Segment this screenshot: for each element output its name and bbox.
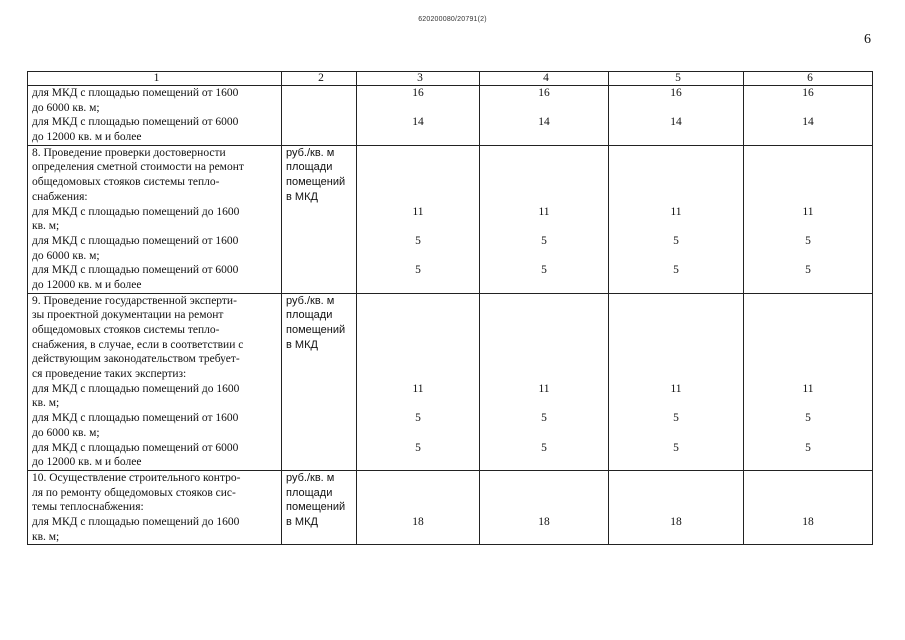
blank-line bbox=[480, 396, 608, 411]
blank-line bbox=[609, 396, 743, 411]
blank-line bbox=[357, 500, 479, 515]
row-label-line: для МКД с площадью помещений от 1600 bbox=[32, 87, 239, 99]
value-cell bbox=[480, 86, 609, 146]
blank-line bbox=[357, 190, 479, 205]
blank-line bbox=[480, 219, 608, 234]
blank-line bbox=[357, 426, 479, 441]
section-title-line: общедомовых стояков системы тепло- bbox=[32, 324, 220, 336]
blank-line bbox=[609, 294, 743, 309]
blank-line bbox=[357, 352, 479, 367]
blank-line bbox=[480, 294, 608, 309]
table-section-row bbox=[28, 86, 873, 146]
blank-line bbox=[357, 308, 479, 323]
column-header: 4 bbox=[480, 72, 609, 86]
value-cell bbox=[480, 293, 609, 470]
row-value: 14 bbox=[670, 116, 682, 129]
unit-cell bbox=[282, 145, 357, 293]
blank-line bbox=[357, 530, 479, 545]
row-value: 5 bbox=[541, 412, 547, 425]
unit-line: в МКД bbox=[286, 515, 318, 528]
blank-line bbox=[357, 219, 479, 234]
row-value: 16 bbox=[412, 87, 424, 99]
row-value: 5 bbox=[415, 264, 421, 277]
blank-line bbox=[609, 530, 743, 545]
value-cell bbox=[357, 293, 480, 470]
row-label-line: до 6000 кв. м; bbox=[32, 426, 100, 439]
row-label-line: для МКД с площадью помещений до 1600 bbox=[32, 515, 240, 528]
blank-line bbox=[744, 530, 872, 545]
unit-line: площади bbox=[286, 486, 333, 499]
blank-line bbox=[609, 175, 743, 190]
row-label-line: для МКД с площадью помещений от 6000 bbox=[32, 441, 239, 454]
blank-line bbox=[480, 146, 608, 161]
blank-line bbox=[609, 455, 743, 470]
unit-line: помещений bbox=[286, 501, 346, 514]
blank-line bbox=[480, 426, 608, 441]
row-value: 16 bbox=[802, 87, 814, 99]
blank-line bbox=[609, 160, 743, 175]
row-value: 16 bbox=[538, 87, 550, 99]
row-value: 11 bbox=[412, 382, 424, 395]
row-value: 11 bbox=[802, 205, 814, 218]
blank-line bbox=[744, 190, 872, 205]
row-label-line: для МКД с площадью помещений до 1600 bbox=[32, 205, 240, 218]
row-value: 11 bbox=[802, 382, 814, 395]
row-label-line: до 12000 кв. м и более bbox=[32, 131, 142, 144]
value-cell bbox=[609, 293, 744, 470]
value-cell bbox=[744, 293, 873, 470]
row-label-line: до 6000 кв. м; bbox=[32, 249, 100, 262]
blank-line bbox=[744, 278, 872, 293]
blank-line bbox=[357, 367, 479, 382]
value-cell bbox=[357, 86, 480, 146]
blank-line bbox=[609, 190, 743, 205]
blank-line bbox=[480, 175, 608, 190]
section-title-line: определения сметной стоимости на ремонт bbox=[32, 161, 244, 174]
blank-line bbox=[357, 323, 479, 338]
blank-line bbox=[744, 219, 872, 234]
blank-line bbox=[744, 146, 872, 161]
blank-line bbox=[480, 352, 608, 367]
blank-line bbox=[609, 426, 743, 441]
blank-line bbox=[609, 352, 743, 367]
column-header: 1 bbox=[28, 72, 282, 86]
row-label-line: для МКД с площадью помещений от 6000 bbox=[32, 116, 239, 129]
description-cell bbox=[28, 470, 282, 544]
blank-line bbox=[480, 486, 608, 501]
row-value: 14 bbox=[802, 116, 814, 129]
blank-line bbox=[609, 146, 743, 161]
blank-line bbox=[744, 308, 872, 323]
blank-line bbox=[609, 486, 743, 501]
section-title-line: ся проведение таких экспертиз: bbox=[32, 368, 187, 381]
row-value: 18 bbox=[538, 515, 550, 528]
row-label-line: для МКД с площадью помещений до 1600 bbox=[32, 382, 240, 395]
blank-line bbox=[744, 175, 872, 190]
table-section-row bbox=[28, 470, 873, 544]
row-label-line: до 12000 кв. м и более bbox=[32, 456, 142, 469]
section-title-line: действующим законодательством требует- bbox=[32, 353, 240, 366]
blank-line bbox=[744, 249, 872, 264]
row-value: 18 bbox=[670, 515, 682, 528]
description-cell bbox=[28, 293, 282, 470]
row-value: 18 bbox=[412, 515, 424, 528]
blank-line bbox=[609, 308, 743, 323]
blank-line bbox=[744, 455, 872, 470]
column-header: 2 bbox=[282, 72, 357, 86]
blank-line bbox=[357, 160, 479, 175]
blank-line bbox=[744, 367, 872, 382]
row-label-line: кв. м; bbox=[32, 397, 60, 410]
unit-cell bbox=[282, 86, 357, 146]
blank-line bbox=[357, 455, 479, 470]
row-value: 11 bbox=[412, 205, 424, 218]
blank-line bbox=[480, 101, 608, 116]
row-value: 18 bbox=[802, 515, 814, 528]
blank-line bbox=[744, 101, 872, 116]
row-label-line: до 6000 кв. м; bbox=[32, 101, 100, 114]
section-title-line: 8. Проведение проверки достоверности bbox=[32, 146, 226, 159]
blank-line bbox=[480, 338, 608, 353]
row-label-line: кв. м; bbox=[32, 530, 60, 543]
row-label-line: для МКД с площадью помещений от 1600 bbox=[32, 412, 239, 425]
blank-line bbox=[609, 323, 743, 338]
blank-line bbox=[357, 486, 479, 501]
blank-line bbox=[357, 278, 479, 293]
section-title-line: зы проектной документации на ремонт bbox=[32, 309, 224, 322]
section-title-line: темы теплоснабжения: bbox=[32, 501, 144, 514]
row-value: 14 bbox=[538, 116, 550, 129]
blank-line bbox=[480, 308, 608, 323]
blank-line bbox=[480, 455, 608, 470]
section-title-line: снабжения, в случае, если в соответствии с bbox=[32, 338, 244, 351]
row-value: 5 bbox=[673, 264, 679, 277]
blank-line bbox=[744, 323, 872, 338]
blank-line bbox=[609, 130, 743, 145]
value-cell bbox=[744, 470, 873, 544]
value-cell bbox=[744, 86, 873, 146]
blank-line bbox=[480, 190, 608, 205]
value-cell bbox=[609, 145, 744, 293]
unit-line: помещений bbox=[286, 176, 346, 189]
unit-line: руб./кв. м bbox=[286, 471, 335, 484]
blank-line bbox=[480, 160, 608, 175]
column-header: 3 bbox=[357, 72, 480, 86]
unit-line: помещений bbox=[286, 324, 346, 336]
row-value: 5 bbox=[541, 234, 547, 247]
blank-line bbox=[357, 396, 479, 411]
unit-cell bbox=[282, 470, 357, 544]
unit-line: в МКД bbox=[286, 338, 318, 351]
table-section-row bbox=[28, 145, 873, 293]
value-cell bbox=[609, 470, 744, 544]
blank-line bbox=[480, 471, 608, 486]
row-value: 11 bbox=[670, 382, 682, 395]
blank-line bbox=[609, 471, 743, 486]
blank-line bbox=[480, 500, 608, 515]
tariff-table bbox=[27, 71, 873, 545]
value-cell bbox=[480, 145, 609, 293]
value-cell bbox=[609, 86, 744, 146]
row-value: 5 bbox=[805, 441, 811, 454]
page-number: 6 bbox=[864, 32, 871, 47]
unit-cell bbox=[282, 293, 357, 470]
row-value: 5 bbox=[415, 412, 421, 425]
blank-line bbox=[480, 130, 608, 145]
blank-line bbox=[480, 323, 608, 338]
unit-line: руб./кв. м bbox=[286, 146, 335, 159]
blank-line bbox=[357, 175, 479, 190]
section-title-line: 10. Осуществление строительного контро- bbox=[32, 471, 241, 484]
value-cell bbox=[744, 145, 873, 293]
blank-line bbox=[744, 352, 872, 367]
unit-line: площади bbox=[286, 161, 333, 174]
value-cell bbox=[357, 470, 480, 544]
row-label-line: до 12000 кв. м и более bbox=[32, 278, 142, 291]
blank-line bbox=[357, 146, 479, 161]
blank-line bbox=[744, 426, 872, 441]
blank-line bbox=[609, 101, 743, 116]
blank-line bbox=[357, 471, 479, 486]
section-title-line: снабжения: bbox=[32, 190, 88, 203]
blank-line bbox=[744, 471, 872, 486]
unit-line: руб./кв. м bbox=[286, 294, 335, 307]
blank-line bbox=[480, 530, 608, 545]
blank-line bbox=[357, 338, 479, 353]
row-value: 5 bbox=[805, 412, 811, 425]
blank-line bbox=[609, 249, 743, 264]
row-value: 5 bbox=[805, 234, 811, 247]
unit-line: в МКД bbox=[286, 190, 318, 203]
blank-line bbox=[357, 101, 479, 116]
row-value: 11 bbox=[670, 205, 682, 218]
row-value: 5 bbox=[541, 441, 547, 454]
description-cell bbox=[28, 145, 282, 293]
blank-line bbox=[744, 130, 872, 145]
column-header: 6 bbox=[744, 72, 873, 86]
blank-line bbox=[357, 294, 479, 309]
row-value: 5 bbox=[805, 264, 811, 277]
blank-line bbox=[609, 219, 743, 234]
description-cell bbox=[28, 86, 282, 146]
row-value: 5 bbox=[541, 264, 547, 277]
row-value: 16 bbox=[670, 87, 682, 99]
blank-line bbox=[744, 294, 872, 309]
row-label-line: для МКД с площадью помещений от 6000 bbox=[32, 264, 239, 277]
value-cell bbox=[480, 470, 609, 544]
blank-line bbox=[357, 249, 479, 264]
row-value: 5 bbox=[415, 234, 421, 247]
column-header: 5 bbox=[609, 72, 744, 86]
row-value: 5 bbox=[415, 441, 421, 454]
section-title-line: ля по ремонту общедомовых стояков сис- bbox=[32, 486, 236, 499]
row-value: 5 bbox=[673, 441, 679, 454]
value-cell bbox=[357, 145, 480, 293]
row-label-line: кв. м; bbox=[32, 220, 60, 233]
blank-line bbox=[609, 500, 743, 515]
row-value: 11 bbox=[538, 205, 550, 218]
blank-line bbox=[744, 338, 872, 353]
blank-line bbox=[480, 278, 608, 293]
section-title-line: общедомовых стояков системы тепло- bbox=[32, 176, 220, 189]
row-label-line: для МКД с площадью помещений от 1600 bbox=[32, 234, 239, 247]
blank-line bbox=[480, 367, 608, 382]
document-id: 620200080/20791(2) bbox=[418, 16, 487, 23]
unit-line: площади bbox=[286, 309, 333, 322]
blank-line bbox=[744, 500, 872, 515]
row-value: 11 bbox=[538, 382, 550, 395]
blank-line bbox=[744, 486, 872, 501]
blank-line bbox=[357, 130, 479, 145]
blank-line bbox=[609, 278, 743, 293]
section-title-line: 9. Проведение государственной эксперти- bbox=[32, 294, 237, 307]
row-value: 5 bbox=[673, 234, 679, 247]
table-section-row bbox=[28, 293, 873, 470]
row-value: 5 bbox=[673, 412, 679, 425]
blank-line bbox=[480, 249, 608, 264]
row-value: 14 bbox=[412, 116, 424, 129]
blank-line bbox=[744, 160, 872, 175]
column-number-row bbox=[28, 72, 873, 86]
blank-line bbox=[609, 367, 743, 382]
blank-line bbox=[609, 338, 743, 353]
blank-line bbox=[744, 396, 872, 411]
